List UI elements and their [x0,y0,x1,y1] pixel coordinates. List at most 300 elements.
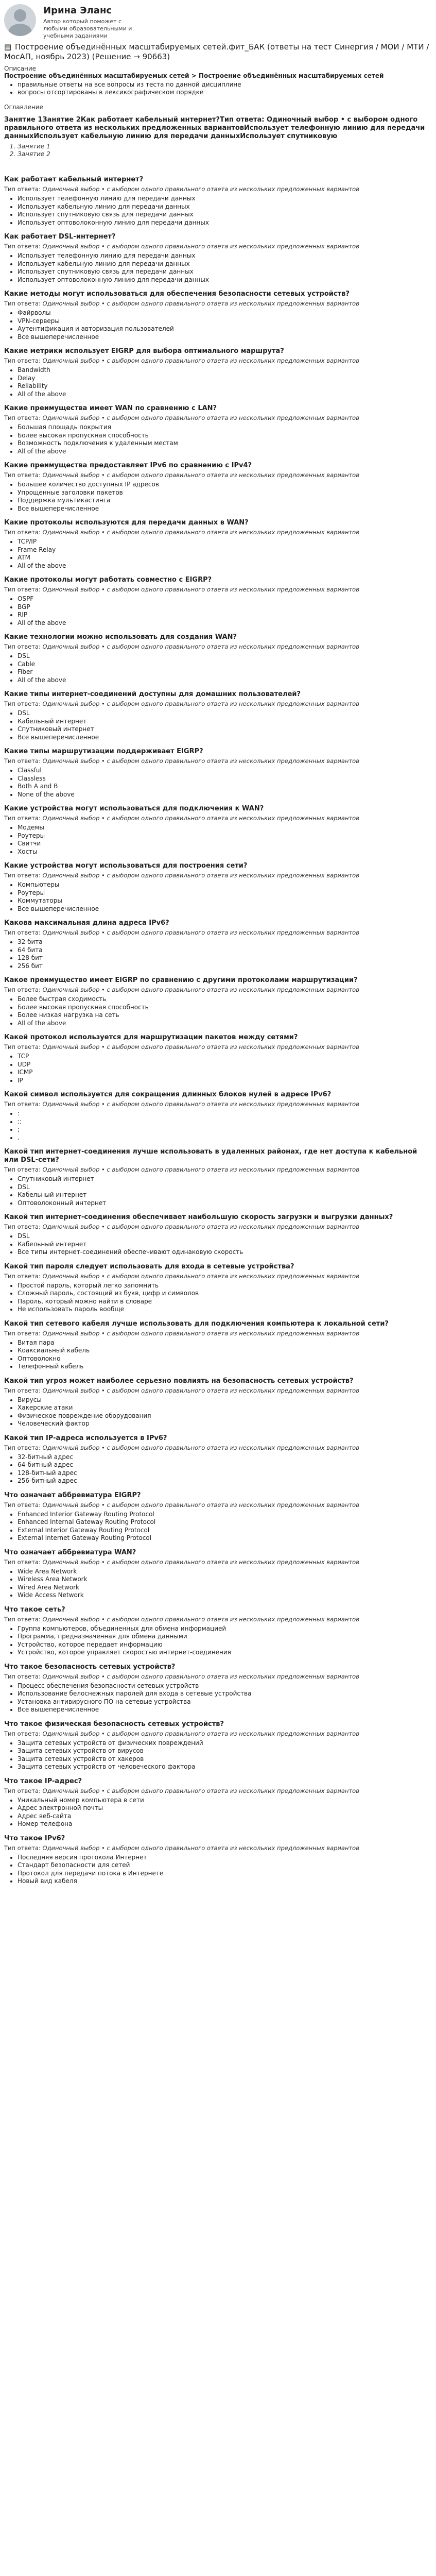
answer-option: • Использует кабельную линию для передачи данных [18,260,432,268]
answer-option: • Большее количество доступных IP адресов [18,481,432,489]
answer-type-text: Одиночный выбор • с выбором одного правильного ответа из нескольких предложенных вариантов [42,1444,359,1451]
answer-type-text: Одиночный выбор • с выбором одного правильного ответа из нескольких предложенных вариантов [42,357,359,364]
answer-type-text: Одиночный выбор • с выбором одного правильного ответа из нескольких предложенных вариантов [42,1329,359,1337]
question-title: Какие протоколы используются для передачи данных в WAN? [4,519,249,527]
question-block [4,1084,432,1142]
answer-type-prefix: Тип ответа: [4,1386,41,1394]
question-block [4,970,432,1027]
answer-option: • DSL [18,1232,432,1241]
answer-option: • 32-битный адрес [18,1453,432,1462]
answer-option: • Wide Access Network [18,1591,432,1600]
answer-option: • Аутентификация и авторизация пользователей [18,325,432,333]
answer-type [4,757,432,765]
answer-type [4,1558,432,1566]
answer-option: • 128 бит [18,954,432,962]
answer-options [4,309,432,341]
answer-option: • Возможность подключения к удаленным местам [18,439,432,448]
answer-type [4,986,432,994]
answer-type-prefix: Тип ответа: [4,1844,41,1852]
answer-option: • Вирусы [18,1396,432,1404]
question-block [4,227,432,284]
question-title: Какой протокол используется для маршрутизации пакетов между сетями? [4,1033,298,1041]
answer-option: • Роутеры [18,832,432,840]
answer-option: • 256 бит [18,962,432,971]
question-block [4,627,432,684]
answer-type-text: Одиночный выбор • с выбором одного правильного ответа из нескольких предложенных вариантов [42,815,359,822]
answer-type-prefix: Тип ответа: [4,300,41,307]
answer-type-text: Одиночный выбор • с выбором одного правильного ответа из нескольких предложенных вариантов [42,700,359,707]
answer-option: • IP [18,1077,432,1085]
answer-option: • Использует спутниковую связь для передачи данных [18,268,432,276]
answer-option: • Fiber [18,668,432,676]
question-title: Какой тип интернет-соединения обеспечивает наибольшую скорость загрузки и выгрузки данных? [4,1213,393,1221]
question-title: Какое преимущество имеет EIGRP по сравнению с другими протоколами маршрутизации? [4,976,358,984]
answer-option: • Защита сетевых устройств от хакеров [18,1755,432,1764]
answer-option: • Физическое повреждение оборудования [18,1412,432,1420]
question-title: Что такое физическая безопасность сетевых устройств? [4,1720,224,1728]
answer-options [4,1232,432,1257]
answer-type-prefix: Тип ответа: [4,1166,41,1173]
description-label: Описание [4,65,37,72]
answer-type-text: Одиночный выбор • с выбором одного правильного ответа из нескольких предложенных вариантов [42,1558,359,1566]
answer-type-prefix: Тип ответа: [4,757,41,765]
answer-type [4,1444,432,1452]
question-block [4,1371,432,1428]
question-block [4,1828,432,1886]
question-title: Какова максимальная длина адреса IPv6? [4,919,169,927]
answer-options [4,481,432,513]
answer-option: • 32 бита [18,938,432,946]
answer-type-prefix: Тип ответа: [4,414,41,421]
question-title: Какие метрики использует EIGRP для выбора оптимального маршрута? [4,347,284,355]
answer-option: • Не использовать пароль вообще [18,1306,432,1314]
answer-type-prefix: Тип ответа: [4,1329,41,1337]
answer-type-text: Одиночный выбор • с выбором одного правильного ответа из нескольких предложенных вариантов [42,1787,359,1794]
answer-type-text: Одиночный выбор • с выбором одного правильного ответа из нескольких предложенных вариантов [42,643,359,650]
question-block [4,513,432,570]
answer-type-text: Одиночный выбор • с выбором одного правильного ответа из нескольких предложенных вариантов [42,929,359,936]
answer-type-prefix: Тип ответа: [4,1043,41,1050]
answer-option: • Новый вид кабеля [18,1877,432,1886]
answer-option: • Оптоволокно [18,1355,432,1363]
answer-option: • Использует оптоволоконную линию для передачи данных [18,219,432,227]
answer-type-prefix: Тип ответа: [4,815,41,822]
answer-option: • All of the above [18,448,432,456]
answer-option: • Большая площадь покрытия [18,423,432,432]
answer-type-text: Одиночный выбор • с выбором одного правильного ответа из нескольких предложенных вариантов [42,1844,359,1852]
question-block [4,1027,432,1084]
question-block [4,741,432,799]
answer-type-text: Одиночный выбор • с выбором одного правильного ответа из нескольких предложенных вариантов [42,1100,359,1108]
answer-options [4,767,432,799]
question-block [4,570,432,627]
question-block [4,341,432,398]
answer-type [4,643,432,651]
question-title: Какой символ используется для сокращения длинных блоков нулей в адресе IPv6? [4,1091,332,1098]
answer-option: • Enhanced Internal Gateway Routing Protocol [18,1518,432,1527]
answer-type [4,185,432,193]
answer-type-prefix: Тип ответа: [4,1615,41,1623]
answer-type [4,1387,432,1395]
answer-option: • Более низкая нагрузка на сеть [18,1011,432,1020]
answer-option: • DSL [18,1183,432,1192]
answer-type [4,586,432,594]
answer-type [4,300,432,308]
question-title: Какие устройства могут использоваться для построения сети? [4,862,248,870]
question-block [4,1657,432,1714]
answer-option: • Человеческий фактор [18,1420,432,1428]
question-block [4,799,432,856]
answer-type [4,1616,432,1623]
question-block [4,1771,432,1828]
document-icon: ▤ [4,42,12,52]
answer-type-text: Одиночный выбор • с выбором одного правильного ответа из нескольких предложенных вариантов [42,872,359,879]
answer-option: • DSL [18,652,432,660]
answer-options [4,1282,432,1314]
answer-type [4,872,432,879]
answer-type-text: Одиночный выбор • с выбором одного правильного ответа из нескольких предложенных вариантов [42,986,359,993]
answer-option: • Хосты [18,848,432,856]
answer-type-prefix: Тип ответа: [4,643,41,650]
answer-option: • All of the above [18,676,432,685]
answer-type [4,815,432,822]
answer-option: • Сложный пароль, состоящий из букв, цифр и символов [18,1290,432,1298]
answer-type-prefix: Тип ответа: [4,929,41,936]
answer-options [4,1854,432,1886]
answer-type-prefix: Тип ответа: [4,1558,41,1566]
answer-option: • Bandwidth [18,366,432,375]
answer-option: • UDP [18,1061,432,1069]
question-block [4,170,432,227]
answer-option: • DSL [18,709,432,718]
answer-option: • Упрощенные заголовки пакетов [18,489,432,497]
answer-option: • Роутеры [18,889,432,897]
answer-option: • RIP [18,611,432,619]
answer-option: • Спутниковый интернет [18,725,432,734]
question-block [4,398,432,455]
answer-options [4,366,432,398]
answer-type [4,1166,432,1174]
answer-option: • Номер телефона [18,1820,432,1828]
question-title: Какие типы маршрутизации поддерживает EIGRP? [4,748,203,755]
question-title: Как работает кабельный интернет? [4,176,144,183]
question-title: Какие типы интернет-соединений доступны для домашних пользователей? [4,690,301,698]
answer-type-text: Одиночный выбор • с выбором одного правильного ответа из нескольких предложенных вариантов [42,757,359,765]
question-title: Какой тип интернет-соединения лучше использовать в удаленных районах, где нет доступа к кабельной или DSL-сети? [4,1148,417,1164]
answer-option: • 64-битный адрес [18,1461,432,1469]
answer-options [4,1453,432,1485]
answer-options [4,938,432,970]
answer-type [4,1100,432,1108]
answer-option: • Группа компьютеров, объединенных для обмена информацией [18,1625,432,1633]
answer-option: • Использует телефонную линию для передачи данных [18,195,432,203]
answer-options [4,824,432,856]
answer-type-prefix: Тип ответа: [4,1100,41,1108]
answer-options [4,195,432,227]
answer-option: • TCP [18,1053,432,1061]
question-title: Какой тип сетевого кабеля лучше использовать для подключения компьютера к локальной сети? [4,1319,389,1328]
answer-option: • Both A and B [18,783,432,791]
answer-type [4,1844,432,1852]
answer-type [4,1501,432,1509]
answer-type-prefix: Тип ответа: [4,1223,41,1230]
answer-option: • Wide Area Network [18,1568,432,1576]
answer-type [4,1043,432,1051]
question-title: Какие протоколы могут работать совместно с EIGRP? [4,576,212,584]
answer-option: • BGP [18,603,432,612]
answer-type-text: Одиночный выбор • с выбором одного правильного ответа из нескольких предложенных вариантов [42,185,359,193]
question-title: Какой тип IP-адреса используется в IPv6? [4,1434,167,1442]
answer-option: • : [18,1110,432,1118]
answer-type-text: Одиночный выбор • с выбором одного правильного ответа из нескольких предложенных вариантов [42,586,359,593]
answer-options [4,1110,432,1142]
answer-options [4,538,432,570]
answer-option: • Свитчи [18,840,432,848]
answer-type [4,1330,432,1337]
answer-options [4,1175,432,1207]
answer-option: • Frame Relay [18,546,432,554]
question-title: Что означает аббревиатура WAN? [4,1548,136,1556]
answer-option: • Спутниковый интернет [18,1175,432,1183]
questions-list [0,170,436,1886]
answer-option: • Использует кабельную линию для передачи данных [18,203,432,211]
answer-option: • Более быстрая сходимость [18,995,432,1004]
answer-option: • VPN-серверы [18,317,432,326]
answer-option: • Enhanced Interior Gateway Routing Protocol [18,1511,432,1519]
answer-option: • All of the above [18,562,432,570]
answer-option: • Уникальный номер компьютера в сети [18,1797,432,1805]
answer-options [4,1739,432,1771]
answer-options [4,709,432,741]
answer-option: • Все вышеперечисленное [18,734,432,742]
answer-type-text: Одиночный выбор • с выбором одного правильного ответа из нескольких предложенных вариантов [42,1672,359,1680]
question-title: Какие преимущества предоставляет IPv6 по сравнению с IPv4? [4,462,252,469]
answer-options [4,1625,432,1657]
answer-option: • Кабельный интернет [18,1241,432,1249]
answer-options [4,595,432,627]
answer-option: • Все типы интернет-соединений обеспечивают одинаковую скорость [18,1248,432,1257]
answer-type-text: Одиночный выбор • с выбором одного правильного ответа из нескольких предложенных вариантов [42,1223,359,1230]
answer-options [4,1797,432,1828]
answer-options [4,881,432,913]
answer-options [4,252,432,284]
answer-options [4,1396,432,1428]
question-block [4,1428,432,1485]
answer-option: • Коаксиальный кабель [18,1347,432,1355]
answer-option: • Адрес веб-сайта [18,1812,432,1821]
question-title: Какие преимущества имеет WAN по сравнению с LAN? [4,404,217,412]
answer-option: • Использует спутниковую связь для передачи данных [18,211,432,219]
answer-type-prefix: Тип ответа: [4,243,41,250]
question-block [4,455,432,513]
description-list [0,81,436,96]
answer-type [4,471,432,479]
answer-option: • ATM [18,554,432,562]
answer-option: • Более высокая пропускная способность [18,1004,432,1012]
answer-type-prefix: Тип ответа: [4,471,41,479]
toc-item[interactable]: 1. Занятие 1 [18,143,432,150]
question-block [4,1714,432,1771]
answer-option: • Все вышеперечисленное [18,505,432,513]
question-block [4,1600,432,1657]
answer-type [4,357,432,365]
answer-option: • Кабельный интернет [18,718,432,726]
question-block [4,1543,432,1600]
answer-option: • Программа, предназначенная для обмена данными [18,1633,432,1641]
answer-option: • Протокол для передачи потока в Интернете [18,1870,432,1878]
answer-type [4,1730,432,1738]
answer-option: • OSPF [18,595,432,603]
answer-type-text: Одиночный выбор • с выбором одного правильного ответа из нескольких предложенных вариантов [42,300,359,307]
question-title: Какой тип угроз может наиболее серьезно повлиять на безопасность сетевых устройств? [4,1377,354,1385]
question-title: Какие устройства могут использоваться для подключения к WAN? [4,805,264,812]
answer-type-text: Одиночный выбор • с выбором одного правильного ответа из нескольких предложенных вариантов [42,529,359,536]
answer-type-prefix: Тип ответа: [4,986,41,993]
answer-option: • Последняя версия протокола Интернет [18,1854,432,1862]
answer-option: • Витая пара [18,1339,432,1347]
answer-type-prefix: Тип ответа: [4,1787,41,1794]
answer-option: • Кабельный интернет [18,1191,432,1199]
answer-option: • Модемы [18,824,432,832]
question-block [4,684,432,741]
answer-type-text: Одиночный выбор • с выбором одного правильного ответа из нескольких предложенных вариантов [42,1166,359,1173]
answer-type-prefix: Тип ответа: [4,185,41,193]
answer-option: • Процесс обеспечения безопасности сетевых устройств [18,1682,432,1690]
answer-options [4,652,432,684]
answer-option: • Более высокая пропускная способность [18,432,432,440]
author-info [43,4,146,40]
author-header [0,0,436,39]
toc-label: Оглавление [4,104,43,111]
question-block [4,1207,432,1257]
answer-option: • Установка антивирусного ПО на сетевые устройства [18,1698,432,1706]
author-subtitle: Автор который поможет с любыми образовательными и учебными заданиями [43,18,132,39]
answer-option: • Хакерские атаки [18,1404,432,1412]
answer-option: • :: [18,1118,432,1126]
answer-option: • None of the above [18,791,432,799]
answer-option: • Все вышеперечисленное [18,333,432,342]
answer-option: • Коммутаторы [18,897,432,905]
question-title: Что означает аббревиатура EIGRP? [4,1491,141,1499]
answer-option: • Телефонный кабель [18,1363,432,1371]
answer-options [4,1568,432,1600]
answer-option: • Все вышеперечисленное [18,1706,432,1714]
question-title: Как работает DSL-интернет? [4,233,116,241]
answer-option: • Classless [18,775,432,783]
answer-option: • Classful [18,767,432,775]
answer-type [4,1787,432,1795]
answer-options [4,423,432,455]
answer-type-text: Одиночный выбор • с выбором одного правильного ответа из нескольких предложенных вариантов [42,1386,359,1394]
answer-type-prefix: Тип ответа: [4,1672,41,1680]
answer-option: • 256-битный адрес [18,1477,432,1485]
answer-option: • Защита сетевых устройств от вирусов [18,1747,432,1755]
answer-option: • ; [18,1126,432,1134]
question-block [4,1257,432,1314]
answer-type [4,929,432,937]
answer-option: • All of the above [18,1020,432,1028]
answer-type-prefix: Тип ответа: [4,357,41,364]
answer-type-text: Одиночный выбор • с выбором одного правильного ответа из нескольких предложенных вариантов [42,1615,359,1623]
answer-option: • Использует телефонную линию для передачи данных [18,252,432,260]
question-block [4,1485,432,1543]
avatar[interactable] [4,4,36,36]
answer-option: • External Interior Gateway Routing Protocol [18,1527,432,1535]
answer-option: • ICMP [18,1069,432,1077]
answer-type-prefix: Тип ответа: [4,872,41,879]
answer-option: • Delay [18,375,432,383]
question-block [4,284,432,341]
answer-option: • Поддержка мультикастинга [18,497,432,505]
question-title: Что такое сеть? [4,1605,65,1614]
answer-option: • Устройство, которое передает информацию [18,1641,432,1649]
toc-heading: Занятие 1Занятие 2Как работает кабельный интернет?Тип ответа: Одиночный выбор • с выбором одного правильного ответа из нескольких предложенных вариантовИспользует телефонную линию для передачи данныхИспользует кабельную линию для передачи данныхИспользует спутниковую [4,116,425,140]
answer-option: • 128-битный адрес [18,1469,432,1478]
answer-type-prefix: Тип ответа: [4,1272,41,1280]
answer-option: • Компьютеры [18,881,432,889]
question-title: Какие технологии можно использовать для создания WAN? [4,633,237,641]
answer-type-text: Одиночный выбор • с выбором одного правильного ответа из нескольких предложенных вариантов [42,243,359,250]
answer-option: • Использует оптоволоконную линию для передачи данных [18,276,432,284]
answer-option: • All of the above [18,391,432,399]
answer-option: • Стандарт безопасности для сетей [18,1861,432,1870]
answer-type [4,700,432,708]
question-title: Какой тип пароля следует использовать для входа в сетевые устройства? [4,1262,294,1270]
answer-type-prefix: Тип ответа: [4,1730,41,1737]
answer-type-text: Одиночный выбор • с выбором одного правильного ответа из нескольких предложенных вариантов [42,414,359,421]
answer-option: • Cable [18,660,432,669]
answer-option: • Reliability [18,382,432,391]
answer-option: • Адрес электронной почты [18,1804,432,1812]
answer-type-text: Одиночный выбор • с выбором одного правильного ответа из нескольких предложенных вариантов [42,471,359,479]
answer-type [4,414,432,422]
answer-type-text: Одиночный выбор • с выбором одного правильного ответа из нескольких предложенных вариантов [42,1730,359,1737]
answer-type [4,1273,432,1280]
answer-type-prefix: Тип ответа: [4,700,41,707]
description-item: • вопросы отсортированы в лексикографическом порядке [18,89,436,96]
question-block [4,1314,432,1371]
description-item: • правильные ответы на все вопросы из теста по данной дисциплине [18,81,436,89]
answer-options [4,1339,432,1371]
answer-type [4,243,432,250]
answer-option: • Простой пароль, который легко запомнить [18,1282,432,1290]
author-name[interactable]: Ирина Эланс [43,5,112,16]
answer-type-text: Одиночный выбор • с выбором одного правильного ответа из нескольких предложенных вариантов [42,1272,359,1280]
answer-options [4,1682,432,1714]
answer-options [4,1053,432,1084]
document-title [4,42,432,62]
question-title: Что такое IP-адрес? [4,1777,82,1785]
question-title: Что такое безопасность сетевых устройств? [4,1663,176,1671]
description-heading: Построение объединённых масштабируемых сетей > Построение объединённых масштабируемых сетей [4,72,384,79]
toc-list [4,143,432,158]
question-block [4,913,432,970]
answer-option: • Устройство, которое управляет скоростью интернет-соединения [18,1649,432,1657]
answer-option: • All of the above [18,619,432,628]
answer-option: • Пароль, который можно найти в словаре [18,1298,432,1306]
answer-options [4,995,432,1027]
answer-type-prefix: Тип ответа: [4,529,41,536]
answer-type-prefix: Тип ответа: [4,586,41,593]
answer-option: • Защита сетевых устройств от физических повреждений [18,1739,432,1748]
answer-type [4,1673,432,1681]
toc-item[interactable]: 2. Занятие 2 [18,150,432,158]
answer-option: • TCP/IP [18,538,432,546]
answer-option: • Использование белоснежных паролей для входа в сетевые устройства [18,1690,432,1698]
answer-option: • Wired Area Network [18,1584,432,1592]
answer-option: • 64 бита [18,946,432,955]
question-block [4,856,432,913]
